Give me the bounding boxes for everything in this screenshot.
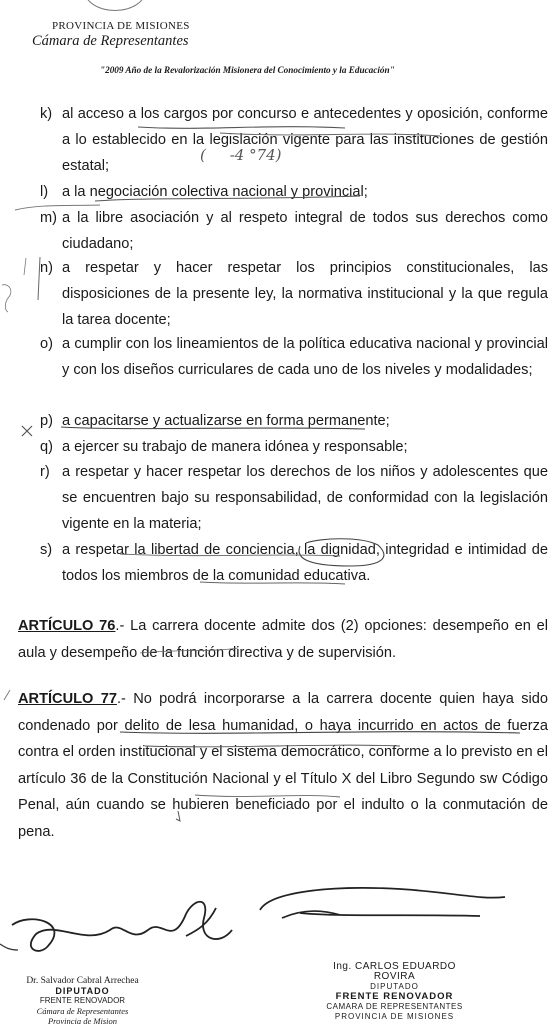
article-label: ARTÍCULO 77 <box>18 691 117 707</box>
signatory-name: Dr. Salvador Cabral Arrechea <box>26 976 139 986</box>
year-motto: "2009 Año de la Revalorización Misionera del Conocimiento y la Educación" <box>100 65 395 75</box>
item-text: a respetar la libertad de conciencia, la dignidad, integridad e intimidad de todos los miembros de la comunidad educativa. <box>62 542 548 584</box>
chamber-name: Cámara de Representantes <box>32 33 189 49</box>
signature-block-left <box>0 976 165 1026</box>
item-text: a cumplir con los lineamientos de la política educativa nacional y provincial y con los diseños curriculares de cada uno de los niveles y modalidades; <box>62 336 548 378</box>
item-letter: m) <box>40 210 58 226</box>
item-text: al acceso a los cargos por concurso e antecedentes y oposición, conforme a lo establecido en la legislación vigente para las instituciones de gestión estatal; <box>62 106 548 174</box>
province-name: PROVINCIA DE MISIONES <box>52 20 190 32</box>
signatory-chamber: Cámara de Representantes <box>36 1006 129 1016</box>
item-letter: r) <box>40 464 50 480</box>
item-text: a respetar y hacer respetar los principios constitucionales, las disposiciones de la presente ley, la normativa institucional y la que regula la tarea docente; <box>62 260 548 328</box>
item-text: a la negociación colectiva nacional y provincial; <box>62 184 368 200</box>
item-letter: s) <box>40 542 53 558</box>
signatory-name: Ing. CARLOS EDUARDO ROVIRA <box>333 961 456 982</box>
item-letter: k) <box>40 106 53 122</box>
article-text: La carrera docente admite dos (2) opciones: desempeño en el aula y desempeño de la función directiva y de supervisión. <box>18 618 548 661</box>
signatory-role: DIPUTADO <box>55 986 110 996</box>
signatory-chamber: CAMARA DE REPRESENTANTES <box>326 1002 463 1011</box>
item-letter: n) <box>40 260 53 276</box>
item-text: a ejercer su trabajo de manera idónea y responsable; <box>62 439 408 455</box>
item-text: a respetar y hacer respetar los derechos de los niños y adolescentes que se encuentren bajo su responsabilidad, de conformidad con la legislación vigente en la materia; <box>62 464 548 532</box>
item-text: a capacitarse y actualizarse en forma permanente; <box>62 413 390 429</box>
article-label: ARTÍCULO 76 <box>18 618 116 634</box>
article-suffix: .- <box>115 618 125 634</box>
signatory-province: PROVINCIA DE MISIONES <box>334 1012 455 1021</box>
handwritten-margin-note: ( -4 °74) <box>200 146 282 164</box>
signatory-party: FRENTE RENOVADOR <box>335 991 454 1002</box>
item-letter: q) <box>40 439 53 455</box>
signatory-role: DIPUTADO <box>370 982 419 991</box>
item-letter: o) <box>40 336 53 352</box>
article-text: No podrá incorporarse a la carrera docente quien haya sido condenado por delito de lesa humanidad, o haya incurrido en actos de fuerza contra el orden institucional y el sistema democrático, conforme a lo previsto en el artículo 36 de la Constitución Nacional y el Título X del Libro Segundo sw Código Penal, aún cuando se hubieren beneficiado por el indulto o la conmutación de pena. <box>18 691 548 840</box>
signature-block-right <box>312 962 477 1022</box>
item-letter: l) <box>40 184 49 200</box>
signatory-party: FRENTE RENOVADOR <box>39 996 126 1005</box>
item-text: a la libre asociación y al respeto integral de todos sus derechos como ciudadano; <box>62 210 548 252</box>
article-suffix: .- <box>116 691 126 707</box>
signatory-province: Provincia de Mision <box>47 1016 118 1026</box>
item-letter: p) <box>40 413 53 429</box>
